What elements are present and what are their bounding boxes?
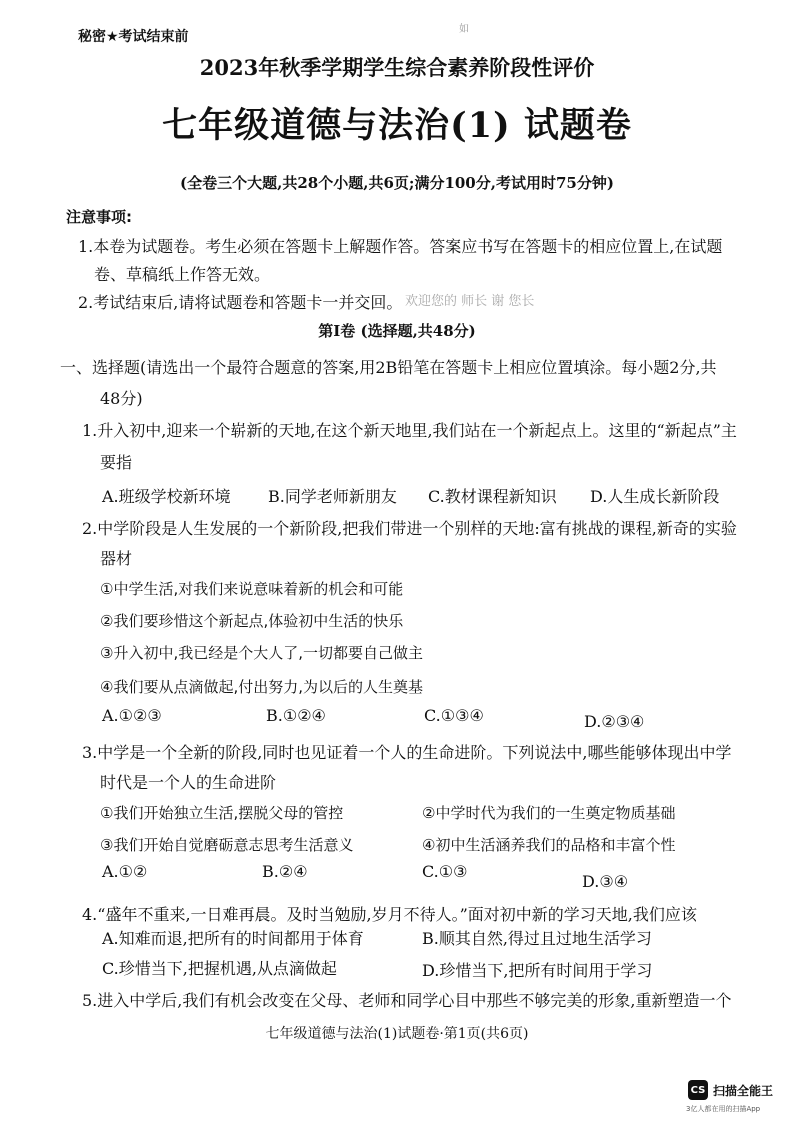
exam-title: 2023年秋季学期学生综合素养阶段性评价 <box>199 55 595 80</box>
question-2-line-1: 2.中学阶段是人生发展的一个新阶段,把我们带进一个别样的天地:富有挑战的课程,新奇的实验 <box>82 519 737 538</box>
scanner-watermark <box>688 1080 773 1100</box>
secret-label: 秘密★考试结束前 <box>78 29 189 45</box>
question-1-line-1: 1.升入初中,迎来一个崭新的天地,在这个新天地里,我们站在一个新起点上。这里的“新起点”主 <box>82 421 737 440</box>
question-5-line-1: 5.进入中学后,我们有机会改变在父母、老师和同学心目中那些不够完美的形象,重新塑造一个 <box>82 991 732 1010</box>
question-1-line-2: 要指 <box>100 453 133 472</box>
question-4-line-1: 4.“盛年不重来,一日难再晨。及时当勉励,岁月不待人。”面对初中新的学习天地,我们应该 <box>82 905 697 924</box>
question-3-line-1: 3.中学是一个全新的阶段,同时也见证着一个人的生命进阶。下列说法中,哪些能够体现出中学 <box>82 743 732 762</box>
q2-statement-2: ②我们要珍惜这个新起点,体验初中生活的快乐 <box>100 612 404 630</box>
q4-option-b: B.顺其自然,得过且过地生活学习 <box>422 929 652 948</box>
q3-statement-3: ③我们开始自觉磨砺意志思考生活意义 <box>100 836 354 854</box>
exam-subject-title: 七年级道德与法治(1) 试题卷 <box>162 105 632 146</box>
question-3-line-2: 时代是一个人的生命进阶 <box>100 773 277 792</box>
q2-option-c: C.①③④ <box>424 706 484 725</box>
camscanner-logo-icon: CS <box>688 1080 708 1100</box>
q3-option-a: A.①② <box>102 862 148 881</box>
note-1-line-2: 卷、草稿纸上作答无效。 <box>94 265 271 284</box>
scanner-tagline: 3亿人都在用的扫描App <box>686 1105 761 1113</box>
q3-statement-1: ①我们开始独立生活,摆脱父母的管控 <box>100 804 344 822</box>
q1-option-d: D.人生成长新阶段 <box>590 487 720 506</box>
q3-statement-4: ④初中生活涵养我们的品格和丰富个性 <box>422 836 676 854</box>
q3-option-c: C.①③ <box>422 862 468 881</box>
q2-statement-3: ③升入初中,我已经是个大人了,一切都要自己做主 <box>100 644 423 662</box>
q2-option-a: A.①②③ <box>102 706 162 725</box>
note-2: 2.考试结束后,请将试题卷和答题卡一并交回。 <box>78 293 403 312</box>
q2-option-b: B.①②④ <box>266 706 326 725</box>
q2-option-d: D.②③④ <box>584 712 645 731</box>
corner-mark: 如 <box>459 24 469 35</box>
page-footer: 七年级道德与法治(1)试题卷·第1页(共6页) <box>265 1026 529 1042</box>
exam-info: (全卷三个大题,共28个小题,共6页;满分100分,考试用时75分钟) <box>180 174 614 192</box>
q2-statement-1: ①中学生活,对我们来说意味着新的机会和可能 <box>100 580 404 598</box>
section-intro-line-1: 一、选择题(请选出一个最符合题意的答案,用2B铅笔在答题卡上相应位置填涂。每小题2分,共 <box>60 358 717 377</box>
q4-option-c: C.珍惜当下,把握机遇,从点滴做起 <box>102 959 337 978</box>
scanner-app-name: 扫描全能王 <box>713 1083 774 1098</box>
q4-option-a: A.知难而退,把所有的时间都用于体育 <box>102 929 364 948</box>
question-2-line-2: 器材 <box>100 549 133 568</box>
section-intro-line-2: 48分) <box>100 389 143 408</box>
q4-option-d: D.珍惜当下,把所有时间用于学习 <box>422 961 653 980</box>
q3-option-d: D.③④ <box>582 872 629 891</box>
q3-statement-2: ②中学时代为我们的一生奠定物质基础 <box>422 804 676 822</box>
q2-statement-4: ④我们要从点滴做起,付出努力,为以后的人生奠基 <box>100 678 423 696</box>
notes-heading: 注意事项: <box>66 208 132 226</box>
q1-option-a: A.班级学校新环境 <box>102 487 231 506</box>
section-title: 第Ⅰ卷 (选择题,共48分) <box>318 322 476 340</box>
q1-option-c: C.教材课程新知识 <box>428 487 557 506</box>
faint-bleed-text: 欢迎您的 师长 谢 您长 <box>405 294 535 309</box>
q3-option-b: B.②④ <box>262 862 308 881</box>
q1-option-b: B.同学老师新朋友 <box>268 487 397 506</box>
note-1-line-1: 1.本卷为试题卷。考生必须在答题卡上解题作答。答案应书写在答题卡的相应位置上,在试题 <box>78 237 723 256</box>
